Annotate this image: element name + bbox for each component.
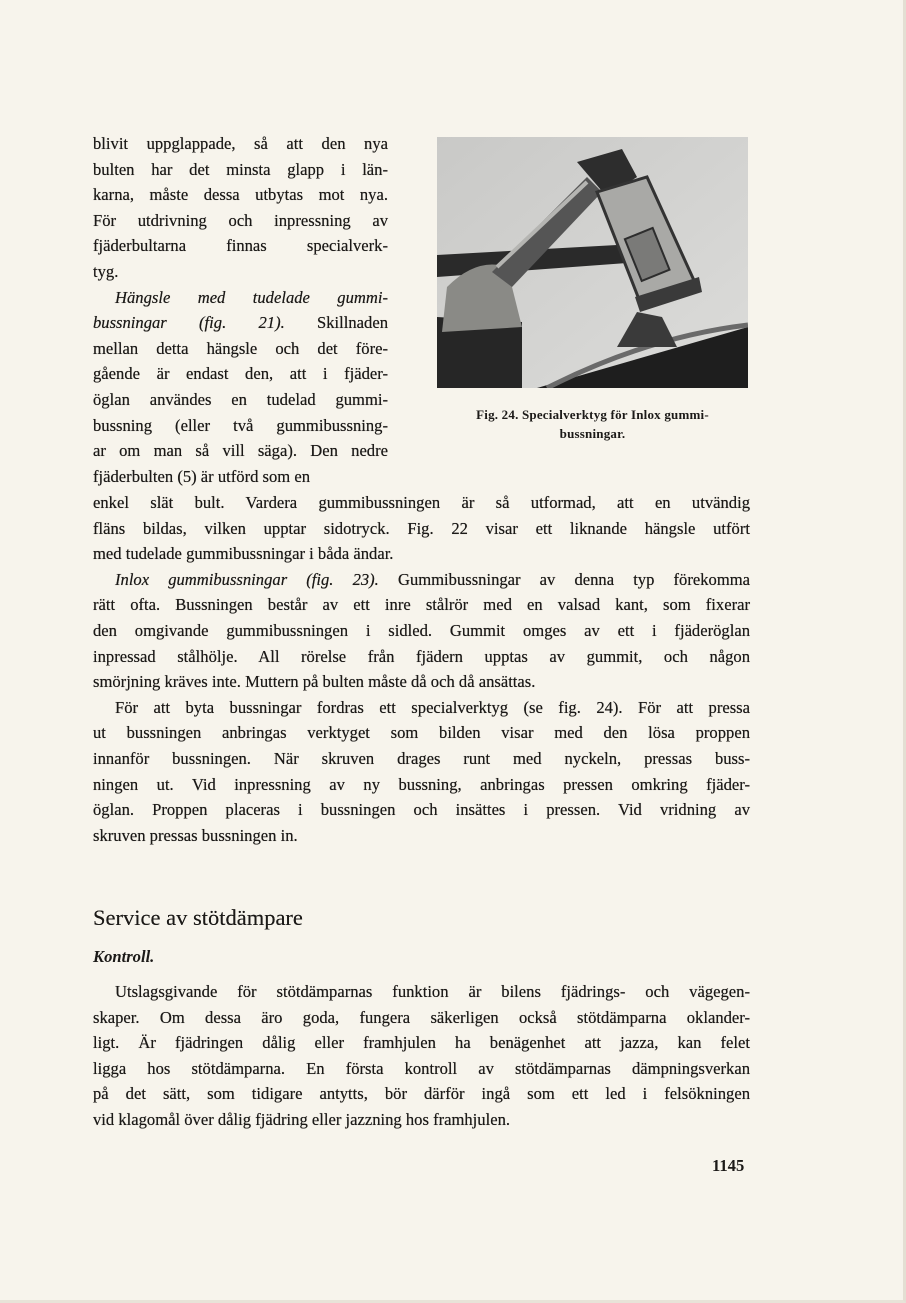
text-line: vid klagomål över dålig fjädring eller jazzning hos framhjulen. [93, 1110, 511, 1129]
text-line: öglan. Proppen placeras i bussningen och insättes i pressen. Vid vridning av [93, 800, 750, 820]
caption-line: Fig. 24. Specialverktyg för Inlox gummi- [476, 407, 709, 422]
text-line: För att byta bussningar fordras ett specialverktyg (se fig. 24). För att pressa [115, 697, 750, 717]
figure-24-photo [437, 137, 748, 388]
text-line: ligt. Är fjädringen dålig eller framhjulen ha benägenhet att jazza, kan felet [93, 1033, 750, 1053]
text-line: mellan detta hängsle och det före- [93, 338, 388, 358]
text-line: gående är endast den, att i fjäder- [93, 364, 388, 384]
italic-run: Hängsle med tudelade gummi- [115, 287, 388, 307]
text-line: ligga hos stötdämparna. En första kontroll av stötdämparnas dämpningsverkan [93, 1058, 750, 1078]
text-line: ar om man så vill säga). Den nedre [93, 441, 388, 461]
text-line: innanför bussningen. När skruven drages runt med nyckeln, pressas buss- [93, 749, 750, 768]
text-line: ut bussningen anbringas verktyget som bilden visar med den lösa proppen [93, 723, 750, 743]
text-line: skruven pressas bussningen in. [93, 825, 298, 845]
text-line: den omgivande gummibussningen i sidled. Gummit omges av ett i fjäderöglan [93, 621, 750, 640]
italic-run: Inlox gummibussningar (fig. 23). [115, 569, 379, 589]
text-line: För utdrivning och inpressning av [93, 210, 388, 230]
text-line: bussning (eller två gummibussning- [93, 415, 388, 435]
text-line: fläns bildas, vilken upptar sidotryck. Fig. 22 visar ett liknande hängsle utfört [93, 518, 750, 538]
figure-caption [430, 405, 755, 443]
text-line: fjäderbulten (5) är utförd som en [93, 466, 311, 486]
special-tool-image [437, 137, 748, 388]
text-line: skaper. Om dessa äro goda, fungera säkerligen också stötdämparna oklander- [93, 1007, 750, 1027]
section-heading: Service av stötdämpare [93, 905, 303, 930]
text-line: fjäderbultarna finnas specialverk- [93, 236, 388, 256]
text-line: med tudelade gummibussningar i båda ändar. [93, 544, 394, 564]
italic-run: bussningar (fig. 21). [93, 313, 285, 333]
text-line [93, 288, 388, 308]
text-line: Utslagsgivande för stötdämparnas funktion är bilens fjädrings- och vägegen- [115, 982, 750, 1001]
text-line: öglan användes en tudelad gummi- [93, 390, 388, 409]
text-line: tyg. [93, 262, 119, 281]
text-line: ningen ut. Vid inpressning av ny bussning, anbringas pressen omkring fjäder- [93, 774, 750, 794]
text-line: smörjning kräves inte. Muttern på bulten måste då och då ansättas. [93, 672, 536, 692]
text-line: blivit uppglappade, så att den nya [93, 134, 388, 153]
text-line: Inlox gummibussningar (fig. 23). Gummibussningar av denna typ förekomma [115, 569, 750, 589]
section-subheading: Kontroll. [93, 947, 155, 966]
text-line: bulten har det minsta glapp i län- [93, 159, 388, 179]
page-number: 1145 [712, 1156, 745, 1175]
text-line: på det sätt, som tidigare antytts, bör därför ingå som ett led i felsökningen [93, 1084, 750, 1104]
text-line: rätt ofta. Bussningen består av ett inre stålrör med en valsad kant, som fixerar [93, 595, 750, 615]
text-line: enkel slät bult. Vardera gummibussningen är så utformad, att en utvändig [93, 493, 750, 512]
caption-line: bussningar. [559, 426, 626, 441]
text-line: bussningar (fig. 21). Skillnaden [93, 313, 388, 333]
text-line: karna, måste dessa utbytas mot nya. [93, 185, 388, 205]
text-line: inpressad stålhölje. All rörelse från fjädern upptas av gummit, och någon [93, 646, 750, 666]
